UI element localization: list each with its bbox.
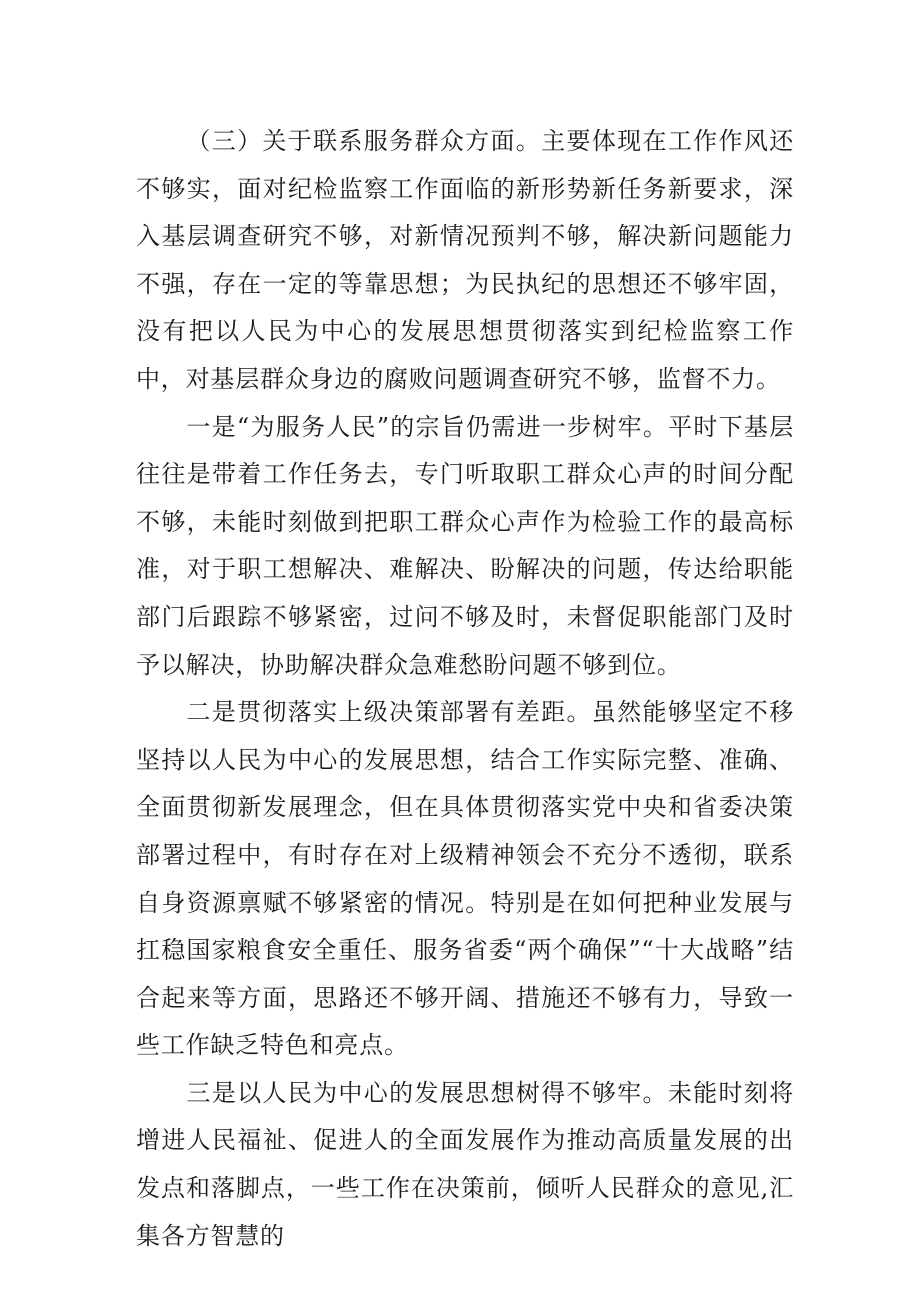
paragraph-people-centered: 三是以人民为中心的发展思想树得不够牢。未能时刻将增进人民福祉、促进人的全面发展作为推动高质量发展的出发点和落脚点，一些工作在决策前，倾听人民群众的意见,汇集各方智慧的 <box>136 1078 794 1250</box>
document-body <box>136 118 794 1260</box>
paragraph-implement-decisions: 二是贯彻落实上级决策部署有差距。虽然能够坚定不移坚持以人民为中心的发展思想，结合工作实际完整、准确、全面贯彻新发展理念，但在具体贯彻落实党中央和省委决策部署过程中，有时存在对上级精神领会不充分不透彻，联系自身资源禀赋不够紧密的情况。特别是在如何把种业发展与扛稳国家粮食安全重任、服务省委“两个确保”“十大战略”结合起来等方面，思路还不够开阔、措施还不够有力，导致一些工作缺乏特色和亮点。 <box>136 698 794 1060</box>
paragraph-serve-people: 一是“为服务人民”的宗旨仍需进一步树牢。平时下基层往往是带着工作任务去，专门听取职工群众心声的时间分配不够，未能时刻做到把职工群众心声作为检验工作的最高标准，对于职工想解决、难解决、盼解决的问题，传达给职能部门后跟踪不够紧密，过问不够及时，未督促职能部门及时予以解决，协助解决群众急难愁盼问题不够到位。 <box>136 412 794 679</box>
paragraph-contact-service-masses: （三）关于联系服务群众方面。主要体现在工作作风还不够实，面对纪检监察工作面临的新形势新任务新要求，深入基层调查研究不够，对新情况预判不够，解决新问题能力不强，存在一定的等靠思想；为民执纪的思想还不够牢固，没有把以人民为中心的发展思想贯彻落实到纪检监察工作中，对基层群众身边的腐败问题调查研究不够，监督不力。 <box>136 127 794 393</box>
